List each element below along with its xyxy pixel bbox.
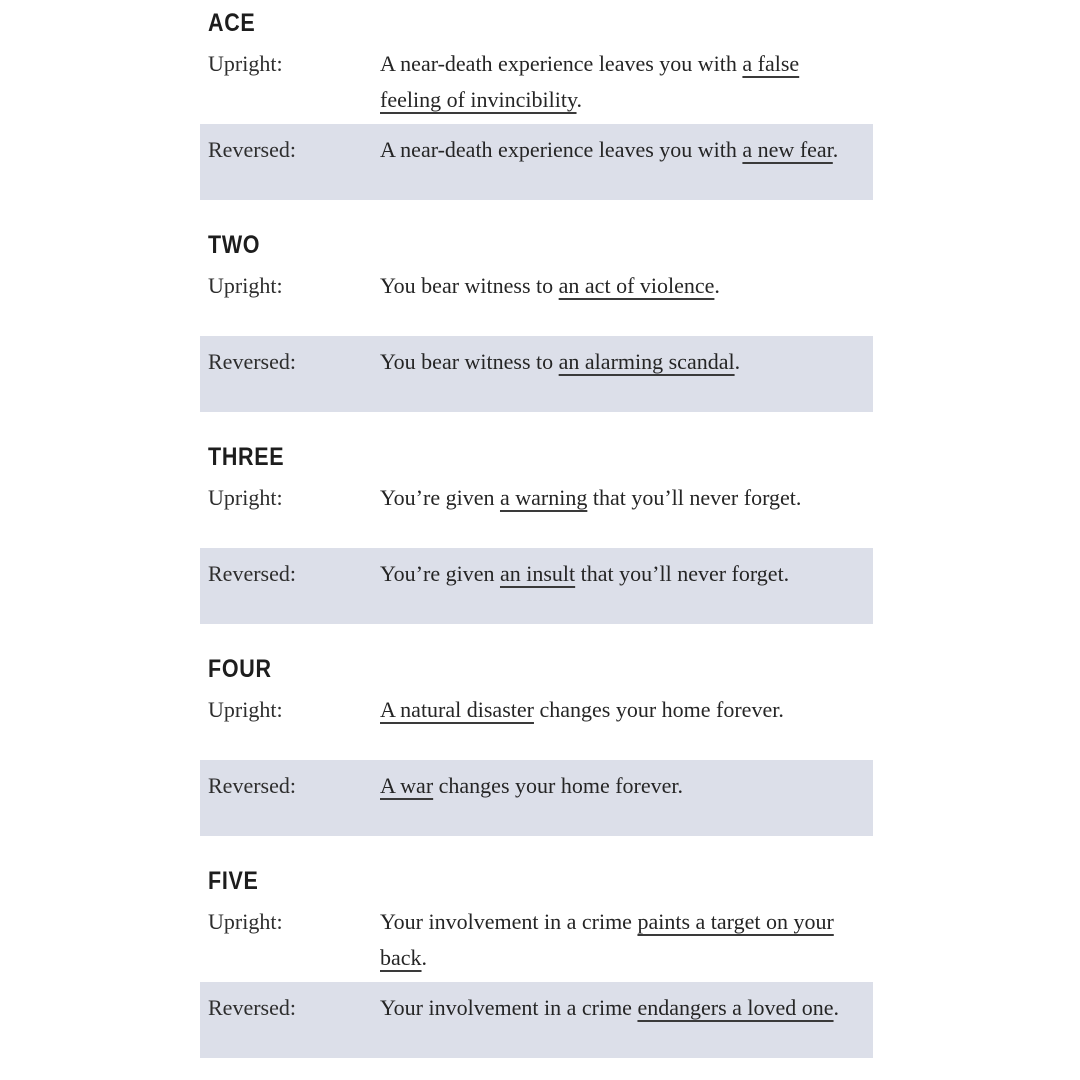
reversed-row: [200, 124, 873, 200]
card-heading: THREE: [208, 443, 285, 471]
section-four: [200, 654, 873, 836]
reversed-row: [200, 982, 873, 1058]
card-heading: FIVE: [208, 867, 259, 895]
upright-row: [200, 896, 873, 982]
reversed-row: [200, 336, 873, 412]
reversed-description: [380, 990, 861, 1052]
card-heading: TWO: [208, 231, 261, 259]
upright-label: Upright:: [208, 697, 283, 722]
card-heading: ACE: [208, 9, 256, 37]
card-heading-row: [200, 866, 873, 896]
underlined-phrase: A war: [380, 773, 434, 798]
upright-row: [200, 38, 873, 124]
underlined-phrase: endangers a loved one: [637, 995, 834, 1020]
card-heading: FOUR: [208, 655, 272, 683]
upright-description: [380, 480, 861, 542]
reversed-description: [380, 344, 861, 406]
description-text: A near-death experience leaves you with: [380, 137, 743, 162]
reversed-label: Reversed:: [208, 995, 296, 1020]
description-text: .: [832, 137, 839, 162]
description-text: that you’ll never forget.: [587, 485, 802, 510]
upright-description: [380, 692, 861, 754]
reversed-description: [380, 768, 861, 830]
underlined-phrase: an act of violence: [558, 273, 715, 298]
description-text: Your involvement in a crime: [380, 909, 638, 934]
reversed-description: [380, 556, 861, 618]
reversed-row: [200, 760, 873, 836]
upright-label: Upright:: [208, 273, 283, 298]
section-three: [200, 442, 873, 624]
description-text: .: [714, 273, 720, 298]
section-two: [200, 230, 873, 412]
description-text: You bear witness to: [380, 349, 559, 374]
description-text: changes your home forever.: [533, 697, 784, 722]
description-text: You bear witness to: [380, 273, 559, 298]
description-text: .: [734, 349, 741, 374]
underlined-phrase: a warning: [499, 485, 588, 510]
description-text: You’re given: [380, 561, 500, 586]
section-five: [200, 866, 873, 1058]
section-ace: [200, 8, 873, 200]
upright-row: [200, 684, 873, 760]
reversed-description: [380, 132, 861, 194]
description-text: Your involvement in a crime: [380, 995, 638, 1020]
underlined-phrase: a false feeling of invincibility: [380, 51, 800, 112]
reversed-row: [200, 548, 873, 624]
upright-row: [200, 472, 873, 548]
upright-description: [380, 268, 861, 330]
card-heading-row: [200, 442, 873, 472]
reversed-label: Reversed:: [208, 773, 296, 798]
upright-label: Upright:: [208, 51, 283, 76]
description-text: .: [833, 995, 840, 1020]
underlined-phrase: A natural disaster: [380, 697, 534, 722]
description-text: You’re given: [380, 485, 500, 510]
upright-description: [380, 46, 861, 118]
description-text: changes your home forever.: [433, 773, 684, 798]
description-text: A near-death experience leaves you with: [380, 51, 743, 76]
underlined-phrase: a new fear: [742, 137, 833, 162]
upright-label: Upright:: [208, 485, 283, 510]
upright-description: [380, 904, 861, 976]
description-text: .: [421, 945, 428, 970]
reversed-label: Reversed:: [208, 561, 296, 586]
card-heading-row: [200, 8, 873, 38]
card-heading-row: [200, 654, 873, 684]
upright-label: Upright:: [208, 909, 283, 934]
underlined-phrase: an alarming scandal: [558, 349, 735, 374]
underlined-phrase: an insult: [499, 561, 576, 586]
reversed-label: Reversed:: [208, 349, 296, 374]
upright-row: [200, 260, 873, 336]
description-text: that you’ll never forget.: [575, 561, 790, 586]
underlined-phrase: paints a target on your back: [380, 909, 834, 970]
description-text: .: [576, 87, 583, 112]
card-heading-row: [200, 230, 873, 260]
reversed-label: Reversed:: [208, 137, 296, 162]
